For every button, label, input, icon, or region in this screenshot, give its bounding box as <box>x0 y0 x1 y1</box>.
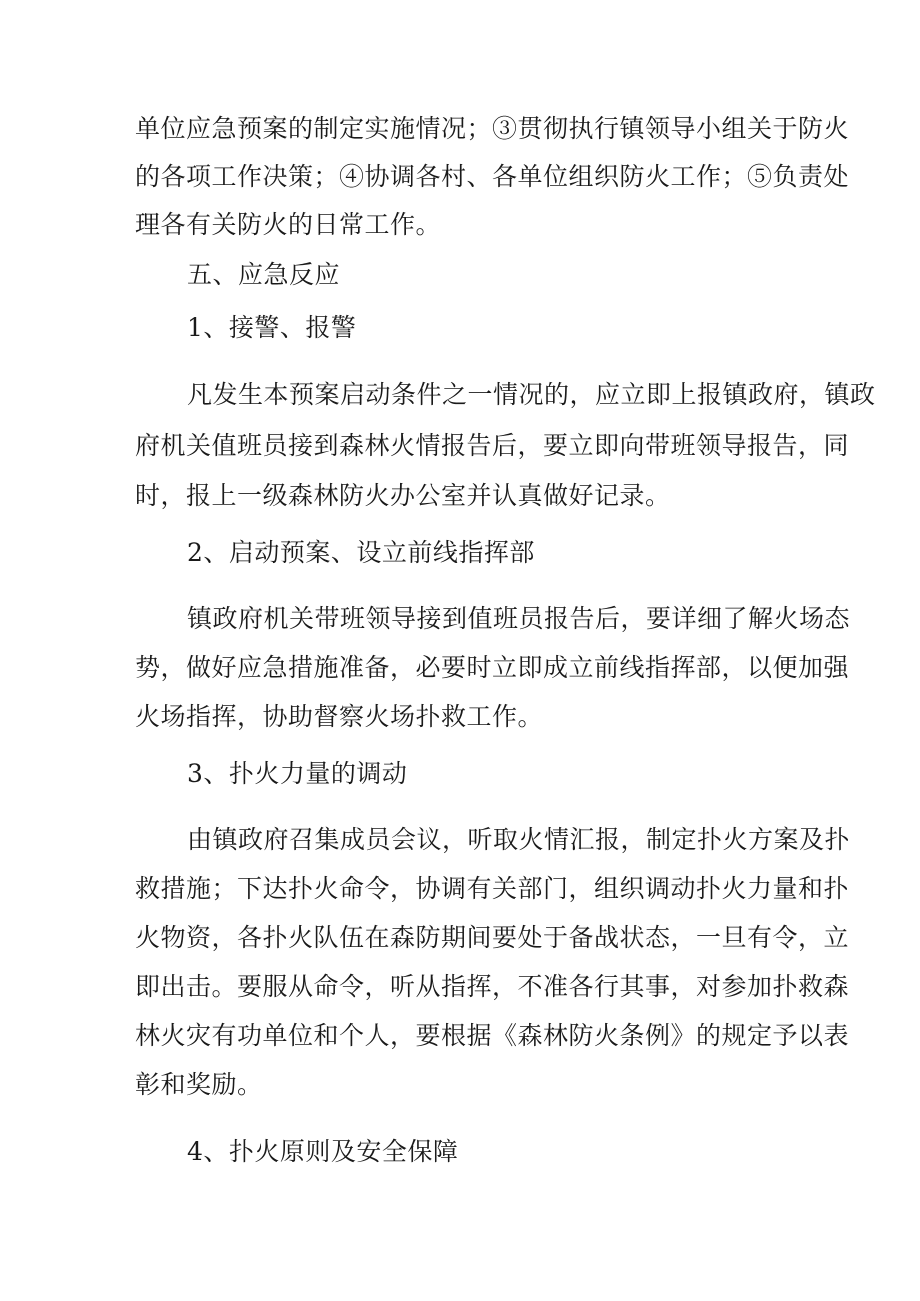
paragraph-line: 火场指挥，协助督察火场扑救工作。 <box>135 702 544 731</box>
paragraph-line: 势，做好应急措施准备，必要时立即成立前线指挥部，以便加强 <box>135 653 850 682</box>
paragraph-line: 即出击。要服从命令，听从指挥，不准各行其事，对参加扑救森 <box>135 972 850 1001</box>
paragraph-line: 彰和奖励。 <box>135 1070 263 1099</box>
section-heading: 五、应急反应 <box>187 260 341 289</box>
subsection-heading: 3、扑火力量的调动 <box>187 759 408 788</box>
paragraph-line: 理各有关防火的日常工作。 <box>135 210 442 239</box>
paragraph-line: 火物资，各扑火队伍在森防期间要处于备战状态，一旦有令，立 <box>135 923 850 952</box>
paragraph-line: 救措施；下达扑火命令，协调有关部门，组织调动扑火力量和扑 <box>135 874 850 903</box>
paragraph-line: 林火灾有功单位和个人，要根据《森林防火条例》的规定予以表 <box>135 1021 850 1050</box>
subsection-heading: 1、接警、报警 <box>187 313 357 342</box>
paragraph-line: 的各项工作决策；④协调各村、各单位组织防火工作；⑤负责处 <box>135 162 850 191</box>
paragraph-line: 镇政府机关带班领导接到值班员报告后，要详细了解火场态 <box>187 604 851 633</box>
subsection-heading: 4、扑火原则及安全保障 <box>187 1137 459 1166</box>
paragraph-line: 时，报上一级森林防火办公室并认真做好记录。 <box>135 481 671 510</box>
paragraph-line: 单位应急预案的制定实施情况；③贯彻执行镇领导小组关于防火 <box>135 114 850 143</box>
paragraph-line: 由镇政府召集成员会议，听取火情汇报，制定扑火方案及扑 <box>187 825 851 854</box>
paragraph-line: 凡发生本预案启动条件之一情况的，应立即上报镇政府，镇政 <box>187 380 876 409</box>
paragraph-line: 府机关值班员接到森林火情报告后，要立即向带班领导报告，同 <box>135 431 850 460</box>
subsection-heading: 2、启动预案、设立前线指挥部 <box>187 538 535 567</box>
